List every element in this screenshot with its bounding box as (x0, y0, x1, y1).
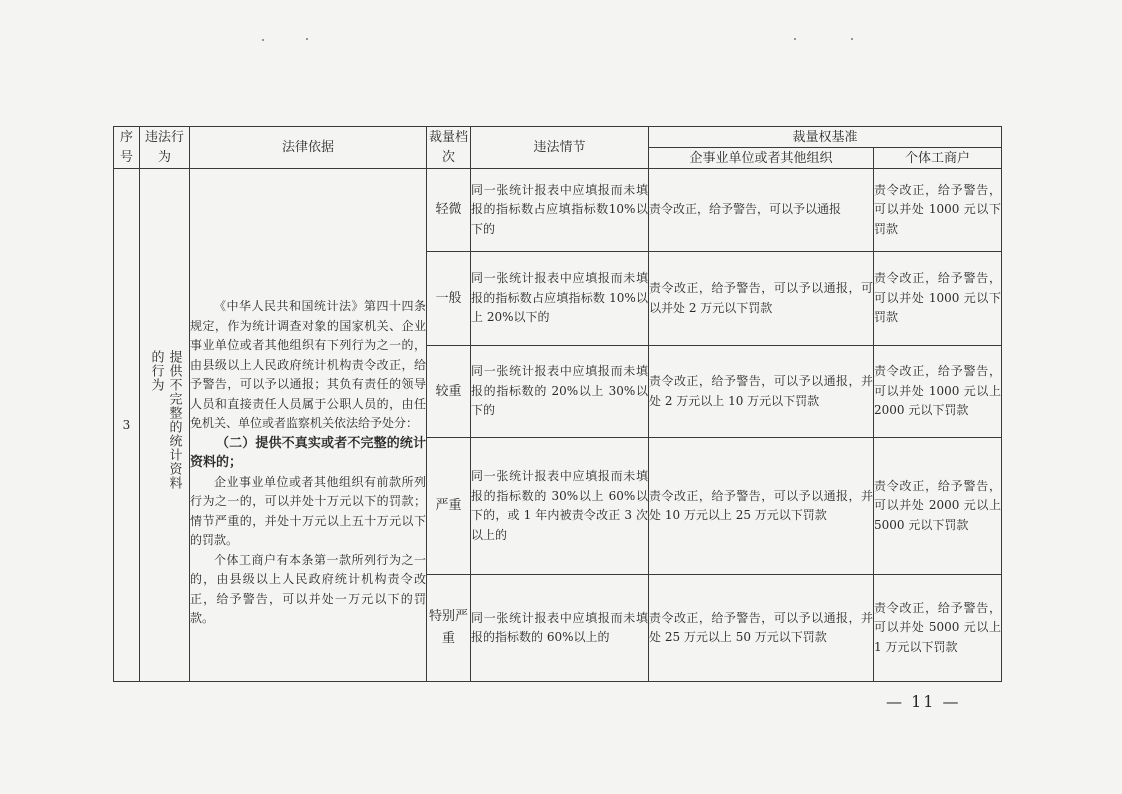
header-individual: 个体工商户 (874, 148, 1002, 169)
individual-penalty-text: 责令改正，给予警告，可以并处 2000 元以上 5000 元以下罚款 (874, 438, 1002, 575)
level-label: 特别严重 (427, 575, 471, 682)
header-seq: 序号 (114, 127, 140, 169)
row-behavior: 提供不完整的统计资料的行为 (148, 350, 182, 490)
penalty-benchmark-table (113, 126, 1002, 682)
org-penalty-text: 责令改正，给予警告，可以予以通报 (649, 169, 874, 252)
level-label: 一般 (427, 252, 471, 346)
header-row-1 (114, 127, 1002, 148)
table-row (114, 169, 1002, 252)
individual-penalty-text: 责令改正，给予警告，可以并处 1000 元以上 2000 元以下罚款 (874, 346, 1002, 438)
header-circumstance: 违法情节 (471, 127, 649, 169)
org-penalty-text: 责令改正，给予警告，可以予以通报，并处 10 万元以上 25 万元以下罚款 (649, 438, 874, 575)
law-paragraph: 《中华人民共和国统计法》第四十四条规定，作为统计调查对象的国家机关、企业事业单位或者其他组织有下列行为之一的，由县级以上人民政府统计机构责令改正，给予警告，可以予以通报；其负有责任的领导人员和直接责任人员属于公职人员的，由任免机关、单位或者监察机关依法给予处分： (190, 299, 426, 431)
circumstance-text: 同一张统计报表中应填报而未填报的指标数的 60%以上的 (471, 575, 649, 682)
row-behavior-cell (140, 169, 190, 682)
law-paragraph: （二）提供不真实或者不完整的统计资料的； (190, 435, 426, 471)
header-level: 裁量档次 (427, 127, 471, 169)
circumstance-text: 同一张统计报表中应填报而未填报的指标数的 30%以上 60%以下的，或 1 年内被责令改正 3 次以上的 (471, 438, 649, 575)
header-law: 法律依据 (190, 127, 427, 169)
header-benchmark: 裁量权基准 (649, 127, 1002, 148)
level-label: 严重 (427, 438, 471, 575)
header-org: 企事业单位或者其他组织 (649, 148, 874, 169)
level-label: 轻微 (427, 169, 471, 252)
individual-penalty-text: 责令改正，给予警告，可以并处 5000 元以上 1 万元以下罚款 (874, 575, 1002, 682)
law-paragraph: 个体工商户有本条第一款所列行为之一的，由县级以上人民政府统计机构责令改正，给予警告，可以并处一万元以下的罚款。 (190, 552, 426, 626)
page-number: — 11 — (886, 692, 961, 711)
row-seq: 3 (114, 169, 140, 682)
org-penalty-text: 责令改正，给予警告，可以予以通报，并处 25 万元以上 50 万元以下罚款 (649, 575, 874, 682)
individual-penalty-text: 责令改正，给予警告，可以并处 1000 元以下罚款 (874, 169, 1002, 252)
circumstance-text: 同一张统计报表中应填报而未填报的指标数占应填指标数 10%以上 20%以下的 (471, 252, 649, 346)
org-penalty-text: 责令改正，给予警告，可以予以通报，可以并处 2 万元以下罚款 (649, 252, 874, 346)
law-paragraph: 企业事业单位或者其他组织有前款所列行为之一的，可以并处十万元以下的罚款；情节严重的，并处十万元以上五十万元以下的罚款。 (190, 474, 426, 548)
row-law-basis (190, 169, 427, 682)
header-behavior: 违法行为 (140, 127, 190, 169)
circumstance-text: 同一张统计报表中应填报而未填报的指标数的 20%以上 30%以下的 (471, 346, 649, 438)
org-penalty-text: 责令改正，给予警告，可以予以通报，并处 2 万元以上 10 万元以下罚款 (649, 346, 874, 438)
individual-penalty-text: 责令改正，给予警告，可以并处 1000 元以下罚款 (874, 252, 1002, 346)
circumstance-text: 同一张统计报表中应填报而未填报的指标数占应填指标数10%以下的 (471, 169, 649, 252)
level-label: 较重 (427, 346, 471, 438)
